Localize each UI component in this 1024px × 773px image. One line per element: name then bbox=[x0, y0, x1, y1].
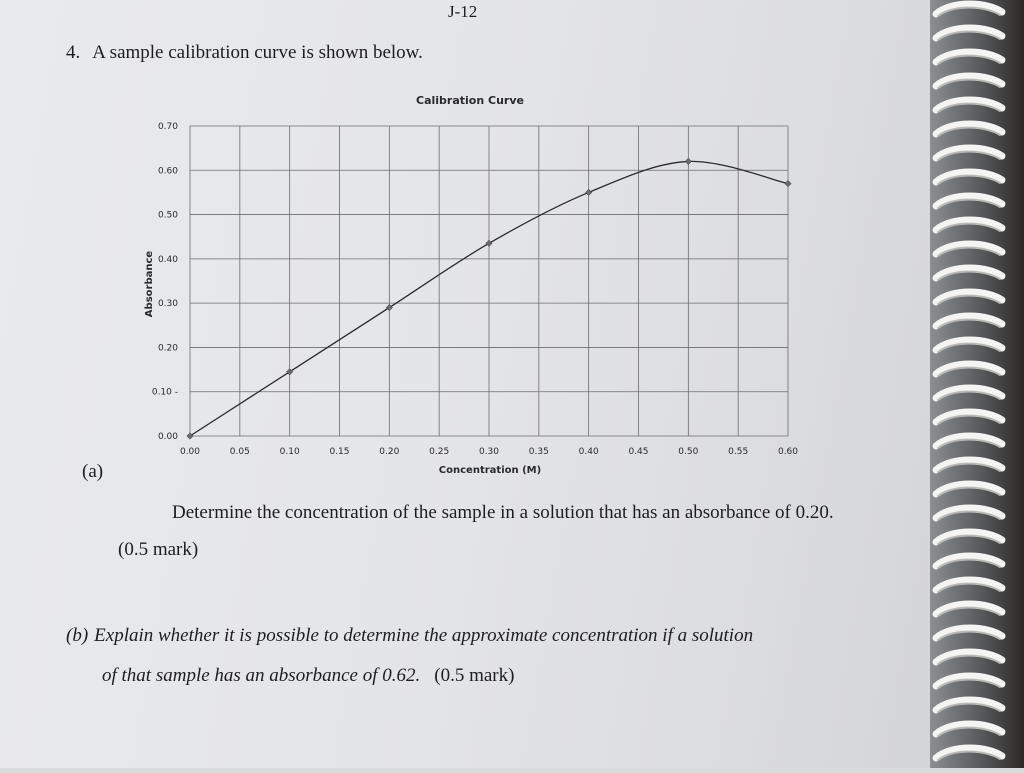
data-point-marker bbox=[286, 369, 292, 375]
chart-grid bbox=[190, 126, 788, 436]
calibration-curve-chart bbox=[130, 112, 810, 482]
part-b-mark: (0.5 mark) bbox=[434, 665, 515, 686]
x-tick-label: 0.35 bbox=[528, 447, 549, 457]
y-tick-label: 0.40 bbox=[157, 254, 178, 265]
y-tick-label: 0.20 bbox=[157, 343, 178, 354]
x-tick-label: 0.55 bbox=[728, 447, 749, 457]
y-tick-label: 0.00 bbox=[157, 432, 178, 442]
part-a-label: (a) bbox=[82, 461, 104, 482]
y-tick-label: 0.60 bbox=[157, 166, 178, 177]
data-point-marker bbox=[785, 180, 791, 186]
part-b-line-2: of that sample has an absorbance of 0.62. bbox=[102, 665, 421, 686]
x-tick-label: 0.50 bbox=[678, 447, 699, 457]
y-tick-label: 0.30 bbox=[157, 299, 178, 310]
data-point-marker bbox=[386, 304, 392, 310]
part-b-line-1: Explain whether it is possible to determine the approximate concentration if a solution bbox=[94, 625, 754, 646]
x-tick-label: 0.00 bbox=[179, 447, 201, 457]
x-tick-label: 0.05 bbox=[229, 447, 250, 457]
page-number: J-12 bbox=[448, 2, 478, 21]
part-a-question: Determine the concentration of the sample in a solution that has an absorbance of 0.20. (0.5 mark) bbox=[118, 502, 834, 560]
question-4 bbox=[66, 42, 423, 64]
x-tick-label: 0.10 bbox=[279, 447, 300, 457]
x-axis-label: Concentration (M) bbox=[438, 465, 542, 476]
data-point-marker bbox=[685, 158, 691, 164]
y-tick-label: 0.10 - bbox=[151, 387, 178, 398]
y-tick-label: 0.50 bbox=[157, 210, 178, 221]
y-axis-label: Absorbance bbox=[144, 250, 155, 318]
x-tick-label: 0.40 bbox=[578, 447, 599, 457]
part-b-label: (b) bbox=[66, 625, 89, 646]
chart-title: Calibration Curve bbox=[416, 94, 524, 107]
question-text: A sample calibration curve is shown below. bbox=[92, 42, 423, 63]
data-point-marker bbox=[486, 240, 492, 246]
y-tick-labels bbox=[152, 122, 178, 442]
spiral-coils bbox=[930, 0, 1024, 768]
x-tick-label: 0.25 bbox=[429, 447, 450, 457]
data-point-marker bbox=[585, 189, 591, 195]
data-point-marker bbox=[187, 433, 193, 439]
part-b-question bbox=[66, 616, 856, 696]
y-tick-label: 0.70 bbox=[157, 122, 178, 132]
x-tick-label: 0.45 bbox=[628, 447, 649, 457]
x-tick-labels bbox=[180, 447, 798, 457]
x-tick-label: 0.30 bbox=[478, 447, 500, 457]
x-tick-label: 0.20 bbox=[379, 447, 400, 457]
x-tick-label: 0.60 bbox=[777, 447, 799, 457]
spiral-binding bbox=[930, 0, 1024, 768]
question-number: 4. bbox=[66, 42, 81, 63]
x-tick-label: 0.15 bbox=[329, 447, 350, 457]
